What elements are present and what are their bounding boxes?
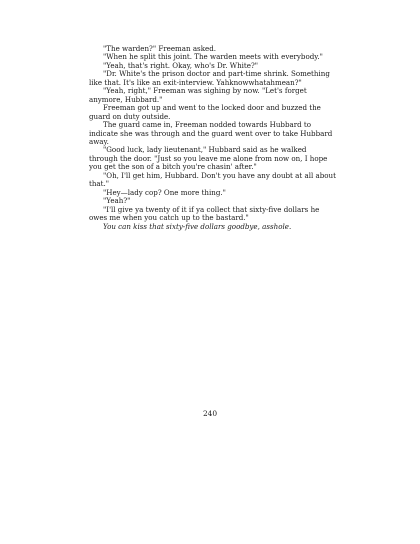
- paragraph-12: "I'll give ya twenty of it if ya collect that sixty-five dollars he owes me when you catch up to the bastard.": [89, 204, 320, 223]
- body-text: [89, 45, 337, 231]
- paragraph-3: "Yeah, that's right. Okay, who's Dr. White?": [103, 60, 259, 70]
- paragraph-2: "When he split this joint. The warden meets with everybody.": [103, 52, 323, 62]
- paragraph-1: "The warden?" Freeman asked.: [103, 44, 216, 53]
- page-number: 240: [202, 409, 218, 418]
- paragraph-4: "Dr. White's the prison doctor and part-time shrink. Something like that. It's like an exit-interview. Yahknowwhatahmean?": [89, 69, 330, 87]
- paragraph-9: "Oh, I'll get him, Hubbard. Don't you have any doubt at all about that.": [89, 170, 336, 189]
- paragraph-10: "Hey—lady cop? One more thing.": [103, 187, 226, 197]
- paragraph-6: Freeman got up and went to the locked door and buzzed the guard on duty outside.: [89, 103, 321, 121]
- paragraph-7: The guard came in, Freeman nodded towards Hubbard to indicate she was through and the guard went over to take Hubbard away.: [89, 120, 333, 146]
- paragraph-11: "Yeah?": [103, 196, 131, 206]
- paragraph-13-italic-thought: You can kiss that sixty-five dollars goodbye, asshole.: [103, 221, 292, 231]
- paragraph-5: "Yeah, right," Freeman was sighing by now. "Let's forget anymore, Hubbard.": [89, 86, 307, 104]
- paragraph-8: "Good luck, lady lieutenant," Hubbard said as he walked through the door. "Just so you leave me alone from now on, I hope you get the son of a bitch you're chasin' after.": [89, 145, 328, 172]
